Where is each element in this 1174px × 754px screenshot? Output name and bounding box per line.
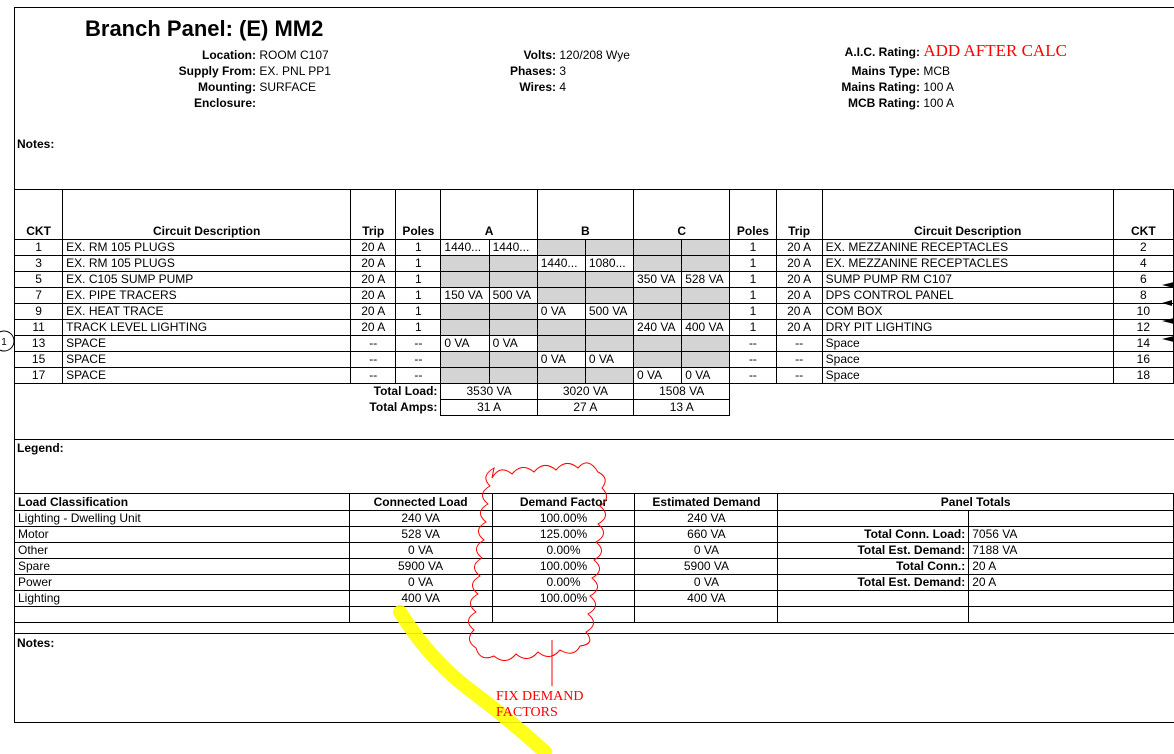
col-desc-left: Circuit Description (63, 190, 351, 240)
cell-poles-left: -- (396, 352, 441, 368)
wires-label: Wires: (519, 80, 556, 94)
col-phase-c: C (634, 190, 730, 240)
enclosure-label: Enclosure: (193, 96, 256, 110)
cell-ckt-left: 11 (15, 320, 63, 336)
cell-ckt-left: 9 (15, 304, 63, 320)
mounting-value: SURFACE (259, 80, 317, 94)
panel-total-value: 20 A (969, 575, 1174, 591)
cell-trip-left: 20 A (351, 288, 396, 304)
cell-trip-right: 20 A (776, 304, 822, 320)
col-phase-b: B (537, 190, 633, 240)
leader-arrow-6 (1162, 282, 1174, 288)
cell-ckt-right: 6 (1113, 272, 1173, 288)
leader-arrow-8 (1162, 300, 1172, 306)
mounting-label: Mounting: (198, 80, 256, 94)
col-trip-right: Trip (776, 190, 822, 240)
notes-label: Notes: (17, 137, 55, 151)
cell-poles-left: -- (396, 368, 441, 384)
cell-phase-c-1: 0 VA (634, 368, 682, 384)
cell-desc-left: TRACK LEVEL LIGHTING (63, 320, 351, 336)
cell-phase-c-2: 0 VA (682, 368, 730, 384)
notes-label-bottom: Notes: (17, 636, 55, 650)
panel-total-label: Total Est. Demand: (778, 575, 969, 591)
estimated-demand: 0 VA (635, 543, 778, 559)
cell-trip-left: 20 A (351, 256, 396, 272)
cell-ckt-right: 16 (1113, 352, 1173, 368)
cell-ckt-left: 13 (15, 336, 63, 352)
load-class: Lighting - Dwelling Unit (15, 511, 350, 527)
col-load-class: Load Classification (15, 494, 350, 511)
total-amps-a: 31 A (441, 400, 537, 416)
col-poles-right: Poles (730, 190, 776, 240)
cell-phase-a-2: 1440... (489, 240, 537, 256)
mains-type-label: Mains Type: (851, 64, 920, 78)
cell-desc-left: EX. C105 SUMP PUMP (63, 272, 351, 288)
estimated-demand: 400 VA (635, 591, 778, 607)
estimated-demand: 5900 VA (635, 559, 778, 575)
cell-ckt-right: 8 (1113, 288, 1173, 304)
cell-desc-left: EX. RM 105 PLUGS (63, 240, 351, 256)
page-title: Branch Panel: (E) MM2 (85, 16, 324, 41)
cell-desc-right: Space (822, 352, 1113, 368)
aic-label: A.I.C. Rating: (844, 45, 920, 59)
connected-load: 0 VA (349, 543, 492, 559)
cell-trip-left: -- (351, 352, 396, 368)
cell-ckt-left: 17 (15, 368, 63, 384)
total-load-c: 1508 VA (634, 384, 730, 400)
connected-load: 5900 VA (349, 559, 492, 575)
cell-poles-left: 1 (396, 240, 441, 256)
cell-phase-a-2: 500 VA (489, 288, 537, 304)
col-estimated-demand: Estimated Demand (635, 494, 778, 511)
total-load-b: 3020 VA (537, 384, 633, 400)
panel-total-value: 7188 VA (969, 543, 1174, 559)
cell-phase-c-1: 350 VA (634, 272, 682, 288)
total-amps-c: 13 A (634, 400, 730, 416)
connected-load: 240 VA (349, 511, 492, 527)
col-ckt-right: CKT (1113, 190, 1173, 240)
cell-trip-right: 20 A (776, 288, 822, 304)
cell-desc-left: EX. PIPE TRACERS (63, 288, 351, 304)
connected-load: 400 VA (349, 591, 492, 607)
cell-phase-c-1: 240 VA (634, 320, 682, 336)
col-phase-a: A (441, 190, 537, 240)
total-load-a: 3530 VA (441, 384, 537, 400)
connected-load: 0 VA (349, 575, 492, 591)
cell-trip-left: 20 A (351, 304, 396, 320)
cell-poles-left: 1 (396, 304, 441, 320)
panel-total-label: Total Est. Demand: (778, 543, 969, 559)
cell-phase-b-2: 500 VA (585, 304, 633, 320)
cell-phase-b-1: 0 VA (537, 304, 585, 320)
demand-factor: 0.00% (492, 575, 635, 591)
cell-desc-right: EX. MEZZANINE RECEPTACLES (822, 240, 1113, 256)
highlighter-stroke (400, 612, 545, 752)
cell-poles-right: 1 (730, 288, 776, 304)
cell-poles-left: 1 (396, 288, 441, 304)
cell-desc-right: DPS CONTROL PANEL (822, 288, 1113, 304)
cell-desc-right: EX. MEZZANINE RECEPTACLES (822, 256, 1113, 272)
cell-ckt-right: 10 (1113, 304, 1173, 320)
location-label: Location: (202, 48, 256, 62)
cell-trip-right: 20 A (776, 240, 822, 256)
col-desc-right: Circuit Description (822, 190, 1113, 240)
cell-poles-right: 1 (730, 256, 776, 272)
cell-poles-left: 1 (396, 256, 441, 272)
mains-type-value: MCB (923, 64, 951, 78)
estimated-demand: 0 VA (635, 575, 778, 591)
cell-poles-right: -- (730, 368, 776, 384)
cell-trip-left: 20 A (351, 240, 396, 256)
demand-factor: 0.00% (492, 543, 635, 559)
load-class: Spare (15, 559, 350, 575)
mcb-value: 100 A (923, 96, 955, 110)
cell-poles-left: 1 (396, 272, 441, 288)
cell-ckt-right: 14 (1113, 336, 1173, 352)
cell-ckt-right: 4 (1113, 256, 1173, 272)
cell-poles-right: -- (730, 352, 776, 368)
left-revision-bubble-label: 1 (1, 337, 7, 348)
aic-value: ADD AFTER CALC (923, 41, 1067, 60)
cell-phase-c-2: 528 VA (682, 272, 730, 288)
mains-rating-label: Mains Rating: (841, 80, 920, 94)
col-panel-totals: Panel Totals (778, 494, 1174, 511)
panel-total-label: Total Conn.: (778, 559, 969, 575)
supply-value: EX. PNL PP1 (259, 64, 331, 78)
total-load-label: Total Load: (15, 384, 441, 400)
location-value: ROOM C107 (259, 48, 329, 62)
cell-trip-right: -- (776, 352, 822, 368)
cell-poles-right: 1 (730, 240, 776, 256)
cell-ckt-left: 3 (15, 256, 63, 272)
cell-poles-right: 1 (730, 272, 776, 288)
cell-desc-left: EX. RM 105 PLUGS (63, 256, 351, 272)
cell-phase-b-2: 0 VA (585, 352, 633, 368)
cell-trip-right: -- (776, 336, 822, 352)
cell-phase-c-2: 400 VA (682, 320, 730, 336)
cell-poles-left: 1 (396, 320, 441, 336)
cell-poles-right: 1 (730, 304, 776, 320)
wires-value: 4 (559, 80, 567, 94)
fix-demand-factors-note: FIX DEMAND FACTORS (496, 689, 584, 720)
col-trip-left: Trip (351, 190, 396, 240)
cell-ckt-right: 12 (1113, 320, 1173, 336)
connected-load: 528 VA (349, 527, 492, 543)
cell-trip-left: 20 A (351, 320, 396, 336)
cell-trip-left: 20 A (351, 272, 396, 288)
cell-ckt-left: 5 (15, 272, 63, 288)
panel-total-value: 20 A (969, 559, 1174, 575)
demand-factor: 100.00% (492, 559, 635, 575)
cell-phase-a-1: 150 VA (441, 288, 489, 304)
cell-poles-right: -- (730, 336, 776, 352)
mains-rating-value: 100 A (923, 80, 955, 94)
estimated-demand: 240 VA (635, 511, 778, 527)
cell-ckt-left: 7 (15, 288, 63, 304)
leader-arrow-12 (1162, 336, 1174, 342)
cell-desc-right: Space (822, 336, 1113, 352)
cell-desc-left: SPACE (63, 368, 351, 384)
cell-ckt-right: 2 (1113, 240, 1173, 256)
cell-desc-right: Space (822, 368, 1113, 384)
cell-phase-a-1: 1440... (441, 240, 489, 256)
cell-desc-right: COM BOX (822, 304, 1113, 320)
cell-poles-left: -- (396, 336, 441, 352)
total-amps-label: Total Amps: (369, 400, 438, 414)
total-amps-b: 27 A (537, 400, 633, 416)
cell-trip-right: 20 A (776, 256, 822, 272)
cell-trip-right: 20 A (776, 272, 822, 288)
cell-phase-a-1: 0 VA (441, 336, 489, 352)
load-class: Motor (15, 527, 350, 543)
revision-cloud (468, 463, 606, 661)
estimated-demand: 660 VA (635, 527, 778, 543)
phases-value: 3 (559, 64, 567, 78)
cell-desc-left: SPACE (63, 336, 351, 352)
load-class: Power (15, 575, 350, 591)
demand-factor: 100.00% (492, 511, 635, 527)
col-connected-load: Connected Load (349, 494, 492, 511)
cell-desc-left: SPACE (63, 352, 351, 368)
panel-total-value: 7056 VA (969, 527, 1174, 543)
mcb-label: MCB Rating: (848, 96, 920, 110)
cell-phase-b-2: 1080... (585, 256, 633, 272)
cell-phase-a-2: 0 VA (489, 336, 537, 352)
cell-trip-right: 20 A (776, 320, 822, 336)
cell-trip-right: -- (776, 368, 822, 384)
cell-poles-right: 1 (730, 320, 776, 336)
cell-phase-b-1: 0 VA (537, 352, 585, 368)
load-class: Lighting (15, 591, 350, 607)
cell-phase-b-1: 1440... (537, 256, 585, 272)
col-demand-factor: Demand Factor (492, 494, 635, 511)
volts-label: Volts: (523, 48, 556, 62)
cell-trip-left: -- (351, 336, 396, 352)
cell-desc-right: DRY PIT LIGHTING (822, 320, 1113, 336)
legend-label: Legend: (17, 441, 64, 455)
volts-value: 120/208 Wye (559, 48, 630, 62)
phases-label: Phases: (509, 64, 556, 78)
col-ckt-left: CKT (15, 190, 63, 240)
demand-factor: 125.00% (492, 527, 635, 543)
cell-trip-left: -- (351, 368, 396, 384)
cell-desc-right: SUMP PUMP RM C107 (822, 272, 1113, 288)
col-poles-left: Poles (396, 190, 441, 240)
supply-label: Supply From: (178, 64, 256, 78)
leader-arrow-10 (1162, 318, 1174, 324)
load-class: Other (15, 543, 350, 559)
cell-ckt-right: 18 (1113, 368, 1173, 384)
cell-ckt-left: 15 (15, 352, 63, 368)
cell-ckt-left: 1 (15, 240, 63, 256)
demand-factor: 100.00% (492, 591, 635, 607)
panel-total-label: Total Conn. Load: (778, 527, 969, 543)
cell-desc-left: EX. HEAT TRACE (63, 304, 351, 320)
